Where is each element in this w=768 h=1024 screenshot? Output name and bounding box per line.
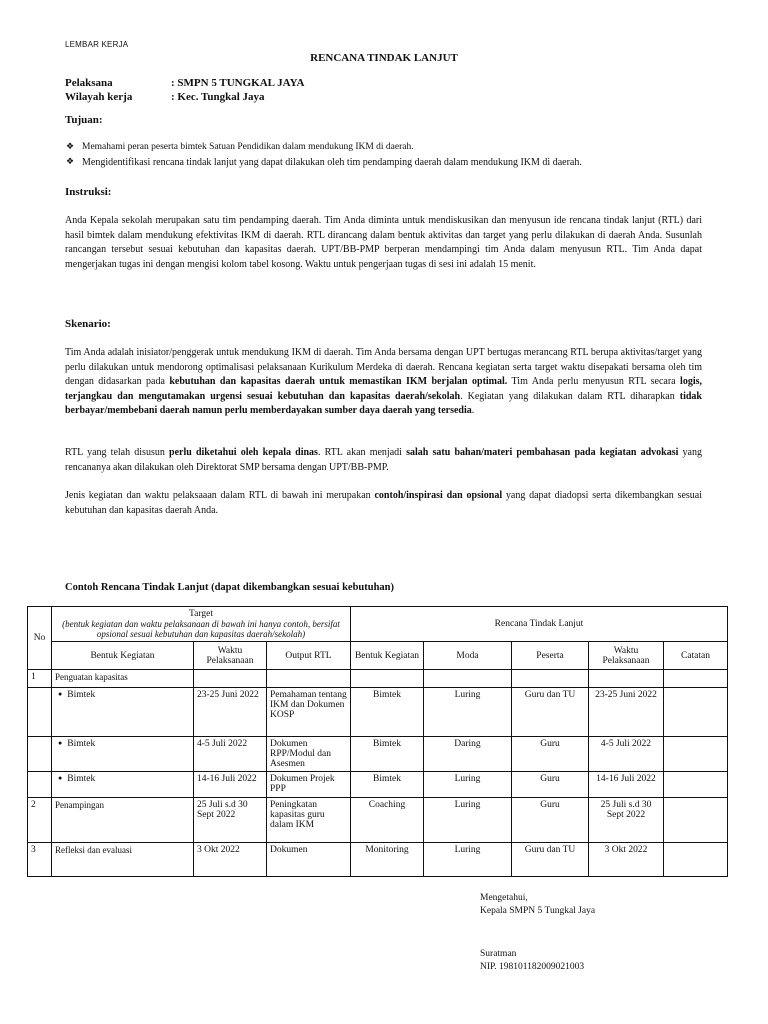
cell-peserta: Guru dan TU [512, 688, 589, 737]
cell-catatan [664, 670, 728, 688]
text-run: yang dapat diadopsi serta dikembangkan sesuai kebutuhan dan kapasitas daerah Anda. [65, 490, 702, 516]
cell-kegiatan [52, 688, 194, 737]
skenario-paragraph-1 [65, 346, 702, 419]
info-block [65, 76, 304, 104]
diamond-bullet-icon: ❖ [66, 157, 75, 167]
target-header [52, 607, 351, 642]
bold-text-run: logis, terjangkau dan mengutamakan urgensi sesuai kebutuhan dan kapasitas daerah/sekolah [65, 376, 702, 402]
cell-waktu: 25 Juli s.d 30 Sept 2022 [194, 798, 267, 843]
text-run: yang rencananya akan dilakukan oleh Direktorat SMP bersama dengan UPT/BB-PMP. [65, 447, 702, 473]
table-row [28, 843, 728, 877]
worksheet-label: LEMBAR KERJA [65, 40, 129, 49]
cell-output [267, 670, 351, 688]
cell-waktu: 23-25 Juni 2022 [194, 688, 267, 737]
cell-waktu: 4-5 Juli 2022 [194, 737, 267, 772]
table-row [28, 772, 728, 798]
signature-name-block [480, 948, 584, 974]
text-run: Tim Anda perlu menyusun RTL secara [507, 376, 681, 387]
cell-kegiatan: Penguatan kapasitas [52, 670, 194, 688]
rtl-table [27, 606, 728, 877]
cell-moda: Luring [424, 688, 512, 737]
info-key: Wilayah kerja [65, 91, 133, 103]
cell-catatan [664, 798, 728, 843]
skenario-paragraph-2 [65, 446, 702, 475]
cell-catatan [664, 688, 728, 737]
bold-text-run: tidak berbayar/membebani daerah namun perlu memberdayakan sumber daya daerah yang tersedia [65, 390, 702, 416]
tujuan-item [66, 142, 414, 152]
text-run: . [471, 405, 475, 416]
info-value: : SMPN 5 TUNGKAL JAYA [171, 77, 305, 89]
cell-output: Pemahaman tentang IKM dan Dokumen KOSP [267, 688, 351, 737]
cell-waktu-pelaksanaan [589, 670, 664, 688]
diamond-bullet-icon: ❖ [66, 142, 75, 152]
col-header-waktu-pelaksanaan: Waktu Pelaksanaan [589, 642, 664, 670]
cell-peserta: Guru [512, 772, 589, 798]
cell-output: Dokumen RPP/Modul dan Asesmen [267, 737, 351, 772]
text-run: . RTL akan menjadi [317, 447, 407, 458]
cell-bentuk [351, 670, 424, 688]
col-header-output: Output RTL [267, 642, 351, 670]
cell-output: Dokumen [267, 843, 351, 877]
cell-no: 1 [28, 670, 52, 688]
cell-waktu: 3 Okt 2022 [194, 843, 267, 877]
col-header-catatan: Catatan [664, 642, 728, 670]
bold-text-run: contoh/inspirasi dan opsional [374, 490, 503, 501]
signature-name: Suratman [480, 949, 517, 959]
cell-peserta: Guru dan TU [512, 843, 589, 877]
col-header-peserta: Peserta [512, 642, 589, 670]
signature-block [480, 892, 595, 918]
cell-kegiatan [52, 772, 194, 798]
cell-kegiatan: Refleksi dan evaluasi [52, 843, 194, 877]
table-row [28, 670, 728, 688]
tujuan-heading: Tujuan: [65, 114, 103, 126]
tujuan-item [66, 157, 582, 168]
cell-bentuk: Bimtek [351, 737, 424, 772]
bold-text-run: salah satu bahan/materi pembahasan pada kegiatan advokasi [406, 447, 679, 458]
cell-peserta: Guru [512, 737, 589, 772]
cell-bentuk: Monitoring [351, 843, 424, 877]
cell-catatan [664, 772, 728, 798]
bullet-item: ● Bimtek [55, 774, 95, 784]
text-run: RTL yang telah disusun [65, 447, 170, 458]
cell-no [28, 772, 52, 798]
table-row [28, 798, 728, 843]
signature-nip: NIP. 198101182009021003 [480, 962, 585, 972]
rtl-header: Rencana Tindak Lanjut [351, 607, 728, 642]
cell-waktu: 14-16 Juli 2022 [194, 772, 267, 798]
cell-moda: Luring [424, 843, 512, 877]
cell-bentuk: Coaching [351, 798, 424, 843]
skenario-heading: Skenario: [65, 318, 111, 330]
table-header-row [28, 607, 728, 642]
bold-text-run: perlu diketahui oleh kepala dinas [169, 447, 318, 458]
cell-moda: Luring [424, 772, 512, 798]
target-subtitle: (bentuk kegiatan dan waktu pelaksanaan di bawah ini hanya contoh, bersifat opsional sesuai kebutuhan dan kapasitas daerah/sekolah) [62, 619, 340, 639]
bullet-item: ● Bimtek [55, 739, 95, 749]
text-run: . Kegiatan yang dilakukan dalam RTL diharapkan [460, 390, 680, 402]
tujuan-item-text: Mengidentifikasi rencana tindak lanjut yang dapat dilakukan oleh tim pendamping daerah dalam mendukung IKM di daerah. [82, 157, 582, 168]
cell-no [28, 688, 52, 737]
text-run: Tim Anda adalah inisiator/penggerak untuk mendukung IKM di daerah. Tim Anda bersama dengan UPT bertugas merancang RTL berupa aktivitas/target yang perlu dilakukan untuk mendorong optimalisasi pelaksanaan Kurikulum Merdeka di daerah. Rencana kegiatan serta target waktu disepakati bersama oleh tim dengan didasarkan pada [65, 347, 702, 387]
col-header-bentuk-kegiatan: Bentuk Kegiatan [52, 642, 194, 670]
signature-line: Mengetahui, [480, 893, 528, 903]
cell-waktu-pelaksanaan: 25 Juli s.d 30 Sept 2022 [589, 798, 664, 843]
col-header-bentuk: Bentuk Kegiatan [351, 642, 424, 670]
cell-waktu-pelaksanaan: 23-25 Juni 2022 [589, 688, 664, 737]
info-row-pelaksana [65, 76, 304, 90]
cell-no: 3 [28, 843, 52, 877]
table-row [28, 737, 728, 772]
skenario-paragraph-3 [65, 489, 702, 518]
instruksi-text: Anda Kepala sekolah merupakan satu tim pendamping daerah. Tim Anda diminta untuk mendiskusikan dan menyusun ide rencana tindak lanjut (RTL) dari hasil bimtek dalam mendukung efektivitas IKM di daerah. RTL dirancang dalam bentuk aktivitas dan target yang perlu dilakukan di daerah Anda. Susunlah rancangan tersebut sesuai kebutuhan dan kapasitas daerah. UPT/BB-PMP berperan mendampingi tim Anda dalam menyusun RTL. Tim Anda dapat mengerjakan tugas ini dengan mengisi kolom tabel kosong. Waktu untuk pengerjaan tugas di sesi ini adalah 15 menit. [65, 215, 702, 270]
page-title: RENCANA TINDAK LANJUT [310, 52, 458, 64]
cell-moda: Daring [424, 737, 512, 772]
cell-kegiatan [52, 737, 194, 772]
table-subheader-row [28, 642, 728, 670]
cell-catatan [664, 843, 728, 877]
cell-peserta: Guru [512, 798, 589, 843]
cell-kegiatan: Penampingan [52, 798, 194, 843]
cell-waktu-pelaksanaan: 4-5 Juli 2022 [589, 737, 664, 772]
cell-waktu [194, 670, 267, 688]
info-row-wilayah [65, 90, 304, 104]
target-title: Target [189, 609, 213, 619]
cell-moda: Luring [424, 798, 512, 843]
cell-waktu-pelaksanaan: 14-16 Juli 2022 [589, 772, 664, 798]
info-value: : Kec. Tungkal Jaya [171, 91, 265, 103]
bullet-item: ● Bimtek [55, 690, 95, 700]
table-row [28, 688, 728, 737]
cell-moda [424, 670, 512, 688]
cell-peserta [512, 670, 589, 688]
bold-text-run: kebutuhan dan kapasitas daerah untuk memastikan IKM berjalan optimal. [169, 376, 508, 387]
cell-no [28, 737, 52, 772]
signature-position: Kepala SMPN 5 Tungkal Jaya [480, 906, 596, 916]
col-header-moda: Moda [424, 642, 512, 670]
col-header-waktu: Waktu Pelaksanaan [194, 642, 267, 670]
table-caption: Contoh Rencana Tindak Lanjut (dapat dikembangkan sesuai kebutuhan) [65, 582, 395, 593]
text-run: Jenis kegiatan dan waktu pelaksaaan dalam RTL di bawah ini merupakan [65, 490, 375, 501]
cell-bentuk: Bimtek [351, 772, 424, 798]
col-header-no: No [28, 607, 52, 670]
cell-no: 2 [28, 798, 52, 843]
cell-bentuk: Bimtek [351, 688, 424, 737]
cell-output: Peningkatan kapasitas guru dalam IKM [267, 798, 351, 843]
instruksi-heading: Instruksi: [65, 186, 112, 198]
cell-catatan [664, 737, 728, 772]
info-key: Pelaksana [65, 77, 113, 89]
tujuan-item-text: Memahami peran peserta bimtek Satuan Pendidikan dalam mendukung IKM di daerah. [82, 142, 414, 152]
cell-output: Dokumen Projek PPP [267, 772, 351, 798]
cell-waktu-pelaksanaan: 3 Okt 2022 [589, 843, 664, 877]
